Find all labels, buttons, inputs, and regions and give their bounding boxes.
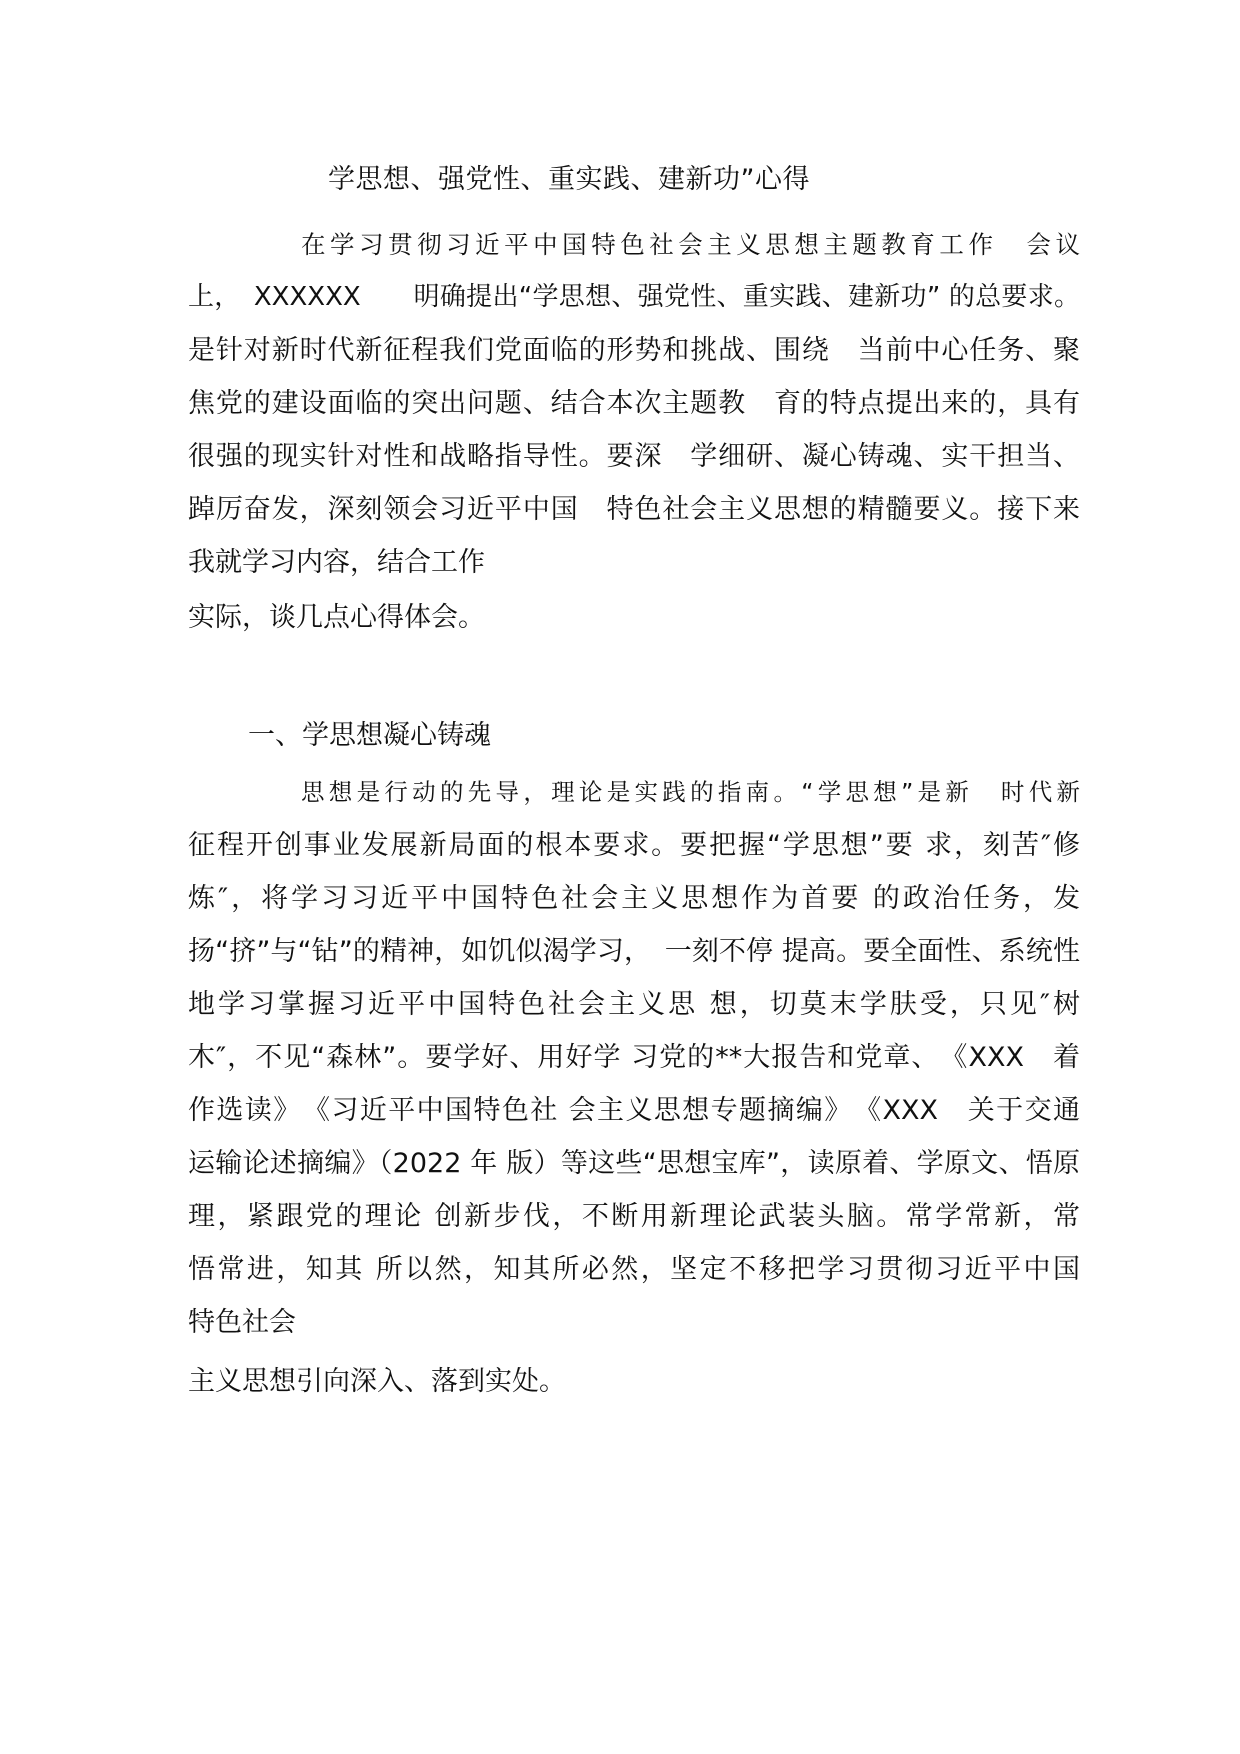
intro-line: 是针对新时代新征程我们党面临的形势和挑战、围绕 当前中心任务、聚 xyxy=(188,335,1080,366)
section-heading: 一、学思想凝心铸魂 xyxy=(248,720,491,751)
intro-line: 踔厉奋发，深刻领会习近平中国 特色社会主义思想的精髓要义。接下来 xyxy=(188,494,1080,525)
intro-line: 很强的现实针对性和战略指导性。要深 学细研、凝心铸魂、实干担当、 xyxy=(188,441,1080,472)
document-title: 学思想、强党性、重实践、建新功”心得 xyxy=(328,164,810,195)
intro-paragraph xyxy=(188,218,1080,589)
intro-line: 焦党的建设面临的突出问题、结合本次主题教 育的特点提出来的，具有 xyxy=(188,388,1080,419)
intro-line: 上， XXXXXX 明确提出“学思想、强党性、重实践、建新功” 的总要求。 xyxy=(188,282,1080,312)
section1-line: 扬“挤”与“钻”的精神，如饥似渴学习， 一刻不停 提高。要全面性、系统性 xyxy=(188,936,1080,967)
section1-line: 思想是行动的先导，理论是实践的指南。“学思想”是新 时代新 xyxy=(301,778,1080,806)
section1-paragraph xyxy=(188,766,1080,1349)
section1-line: 木″，不见“森林”。要学好、用好学 习党的**大报告和党章、 《XXX 着 xyxy=(188,1042,1080,1073)
section1-line: 作选读》 《习近平中国特色社 会主义思想专题摘编》 《XXX 关于交通 xyxy=(188,1095,1080,1126)
section1-line: 地学习掌握习近平中国特色社会主义思 想，切莫末学肤受，只见″树 xyxy=(188,989,1080,1020)
intro-continuation: 实际，谈几点心得体会。 xyxy=(188,602,485,633)
section1-continuation: 主义思想引向深入、落到实处。 xyxy=(188,1366,566,1397)
intro-line: 在学习贯彻习近平中国特色社会主义思想主题教育工作 会议 xyxy=(301,230,1080,259)
intro-line: 我就学习内容，结合工作 xyxy=(188,547,485,578)
section1-line: 悟常进，知其 所以然，知其所必然，坚定不移把学习贯彻习近平中国 xyxy=(188,1254,1080,1285)
section1-line: 运输论述摘编》（2022 年 版）等这些“思想宝库”，读原着、学原文、悟原 xyxy=(188,1148,1080,1179)
section1-line: 特色社会 xyxy=(188,1307,296,1338)
section1-line: 征程开创事业发展新局面的根本要求。要把握“学思想”要 求，刻苦″修 xyxy=(188,830,1080,861)
section1-line: 炼″，将学习习近平中国特色社会主义思想作为首要 的政治任务，发 xyxy=(188,883,1080,914)
section1-line: 理，紧跟党的理论 创新步伐，不断用新理论武装头脑。常学常新，常 xyxy=(188,1201,1080,1232)
